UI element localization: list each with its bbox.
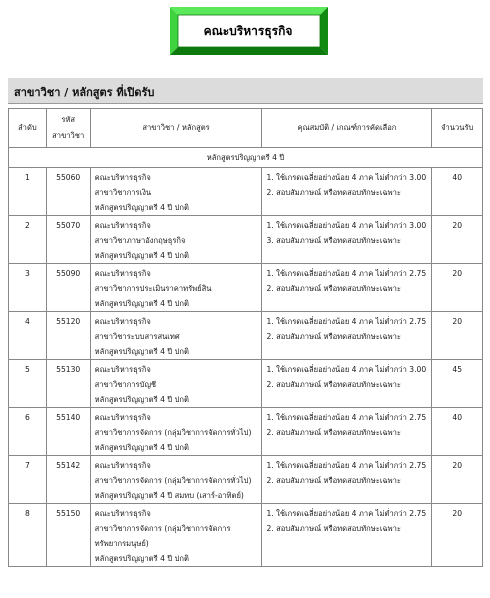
major-line: หลักสูตรปริญญาตรี 4 ปี ปกติ (94, 347, 189, 356)
criteria-line: 1. ใช้เกรดเฉลี่ยอย่างน้อย 4 ภาค ไม่ต่ำกว่า 2.75 (266, 461, 427, 470)
criteria-line: 1. ใช้เกรดเฉลี่ยอย่างน้อย 4 ภาค ไม่ต่ำกว่า 3.00 (266, 173, 427, 182)
header-quota: จำนวนรับ (432, 109, 483, 148)
criteria-line: 2. สอบสัมภาษณ์ หรือทดสอบทักษะเฉพาะ (266, 524, 401, 533)
page-title: คณะบริหารธุรกิจ (203, 23, 293, 38)
major-line: คณะบริหารธุรกิจ (94, 173, 151, 182)
row-seq: 1 (9, 168, 47, 216)
row-quota: 40 (432, 168, 483, 216)
header-code-line1: รหัส (61, 115, 76, 124)
row-major (90, 408, 262, 456)
criteria-line: 1. ใช้เกรดเฉลี่ยอย่างน้อย 4 ภาค ไม่ต่ำกว่า 2.75 (266, 413, 427, 422)
table-row (9, 216, 483, 264)
table-row (9, 264, 483, 312)
row-seq: 7 (9, 456, 47, 504)
row-code: 55150 (46, 504, 90, 567)
row-major (90, 456, 262, 504)
row-code: 55060 (46, 168, 90, 216)
row-criteria (262, 360, 432, 408)
row-criteria (262, 168, 432, 216)
major-line: ทรัพยากรมนุษย์) (94, 539, 149, 548)
row-criteria (262, 408, 432, 456)
major-line: สาขาวิชาการบัญชี (94, 380, 157, 389)
major-line: หลักสูตรปริญญาตรี 4 ปี ปกติ (94, 554, 189, 563)
criteria-line: 2. สอบสัมภาษณ์ หรือทดสอบทักษะเฉพาะ (266, 188, 401, 197)
row-code: 55070 (46, 216, 90, 264)
criteria-line: 2. สอบสัมภาษณ์ หรือทดสอบทักษะเฉพาะ (266, 428, 401, 437)
section-header (8, 78, 483, 104)
major-line: หลักสูตรปริญญาตรี 4 ปี ปกติ (94, 299, 189, 308)
major-line: หลักสูตรปริญญาตรี 4 ปี ปกติ (94, 251, 189, 260)
major-line: คณะบริหารธุรกิจ (94, 221, 151, 230)
table-header-row (9, 109, 483, 148)
group-label: หลักสูตรปริญญาตรี 4 ปี (9, 148, 483, 168)
table-row (9, 504, 483, 567)
major-line: สาขาวิชาระบบสารสนเทศ (94, 332, 180, 341)
row-major (90, 360, 262, 408)
programs-table (8, 108, 483, 567)
header-criteria: คุณสมบัติ / เกณฑ์การคัดเลือก (262, 109, 432, 148)
row-seq: 2 (9, 216, 47, 264)
row-criteria (262, 216, 432, 264)
row-criteria (262, 504, 432, 567)
major-line: หลักสูตรปริญญาตรี 4 ปี สมทบ (เสาร์-อาทิตย์) (94, 491, 244, 500)
major-line: หลักสูตรปริญญาตรี 4 ปี ปกติ (94, 443, 189, 452)
row-major (90, 312, 262, 360)
row-code: 55142 (46, 456, 90, 504)
major-line: สาขาวิชาการจัดการ (กลุ่มวิชาการจัดการ (94, 524, 231, 533)
row-code: 55140 (46, 408, 90, 456)
table-row (9, 360, 483, 408)
row-seq: 5 (9, 360, 47, 408)
row-code: 55120 (46, 312, 90, 360)
major-line: หลักสูตรปริญญาตรี 4 ปี ปกติ (94, 395, 189, 404)
row-quota: 45 (432, 360, 483, 408)
row-quota: 20 (432, 312, 483, 360)
table-row (9, 168, 483, 216)
row-major (90, 504, 262, 567)
major-line: คณะบริหารธุรกิจ (94, 461, 151, 470)
header-seq: ลำดับ (9, 109, 47, 148)
table-row (9, 408, 483, 456)
major-line: หลักสูตรปริญญาตรี 4 ปี ปกติ (94, 203, 189, 212)
major-line: สาขาวิชาการเงิน (94, 188, 152, 197)
header-major: สาขาวิชา / หลักสูตร (90, 109, 262, 148)
row-seq: 4 (9, 312, 47, 360)
table-row (9, 312, 483, 360)
row-quota: 20 (432, 264, 483, 312)
criteria-line: 1. ใช้เกรดเฉลี่ยอย่างน้อย 4 ภาค ไม่ต่ำกว่า 2.75 (266, 509, 427, 518)
major-line: คณะบริหารธุรกิจ (94, 413, 151, 422)
major-line: สาขาวิชาการจัดการ (กลุ่มวิชาการจัดการทั่วไป) (94, 428, 252, 437)
row-code: 55090 (46, 264, 90, 312)
faculty-title-box (170, 7, 328, 55)
row-seq: 3 (9, 264, 47, 312)
row-seq: 6 (9, 408, 47, 456)
criteria-line: 1. ใช้เกรดเฉลี่ยอย่างน้อย 4 ภาค ไม่ต่ำกว่า 3.00 (266, 365, 427, 374)
row-criteria (262, 312, 432, 360)
header-code-line2: สาขาวิชา (52, 131, 85, 140)
row-quota: 40 (432, 408, 483, 456)
major-line: คณะบริหารธุรกิจ (94, 317, 151, 326)
row-criteria (262, 456, 432, 504)
row-major (90, 168, 262, 216)
group-row (9, 148, 483, 168)
row-quota: 20 (432, 504, 483, 567)
criteria-line: 2. สอบสัมภาษณ์ หรือทดสอบทักษะเฉพาะ (266, 332, 401, 341)
header-code (46, 109, 90, 148)
criteria-line: 2. สอบสัมภาษณ์ หรือทดสอบทักษะเฉพาะ (266, 380, 401, 389)
criteria-line: 3. สอบสัมภาษณ์ หรือทดสอบทักษะเฉพาะ (266, 236, 401, 245)
row-quota: 20 (432, 456, 483, 504)
table-row (9, 456, 483, 504)
row-criteria (262, 264, 432, 312)
major-line: คณะบริหารธุรกิจ (94, 365, 151, 374)
row-code: 55130 (46, 360, 90, 408)
row-quota: 20 (432, 216, 483, 264)
criteria-line: 2. สอบสัมภาษณ์ หรือทดสอบทักษะเฉพาะ (266, 284, 401, 293)
criteria-line: 1. ใช้เกรดเฉลี่ยอย่างน้อย 4 ภาค ไม่ต่ำกว่า 2.75 (266, 269, 427, 278)
major-line: สาขาวิชาการประเมินราคาทรัพย์สิน (94, 284, 212, 293)
major-line: คณะบริหารธุรกิจ (94, 269, 151, 278)
row-seq: 8 (9, 504, 47, 567)
major-line: สาขาวิชาการจัดการ (กลุ่มวิชาการจัดการทั่วไป) (94, 476, 252, 485)
major-line: คณะบริหารธุรกิจ (94, 509, 151, 518)
row-major (90, 216, 262, 264)
criteria-line: 2. สอบสัมภาษณ์ หรือทดสอบทักษะเฉพาะ (266, 476, 401, 485)
section-heading: สาขาวิชา / หลักสูตร ที่เปิดรับ (14, 86, 155, 99)
criteria-line: 1. ใช้เกรดเฉลี่ยอย่างน้อย 4 ภาค ไม่ต่ำกว่า 3.00 (266, 221, 427, 230)
criteria-line: 1. ใช้เกรดเฉลี่ยอย่างน้อย 4 ภาค ไม่ต่ำกว่า 2.75 (266, 317, 427, 326)
row-major (90, 264, 262, 312)
major-line: สาขาวิชาภาษาอังกฤษธุรกิจ (94, 236, 186, 245)
